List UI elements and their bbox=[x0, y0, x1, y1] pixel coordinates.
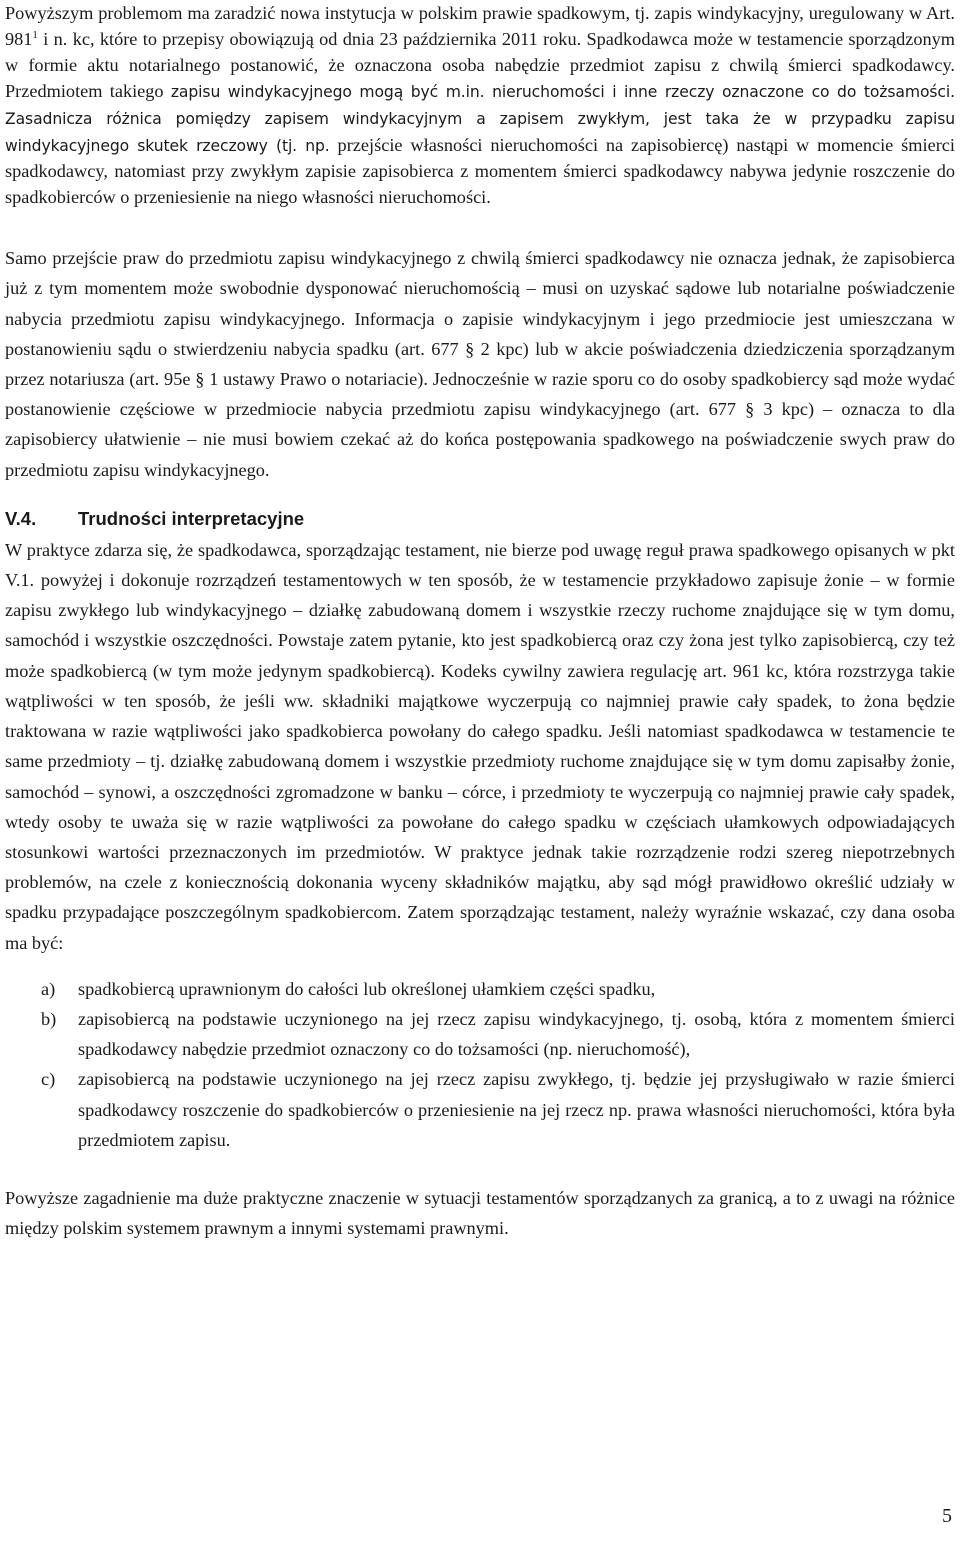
list-item-text: spadkobiercą uprawnionym do całości lub określonej ułamkiem części spadku, bbox=[78, 978, 656, 999]
list-item bbox=[5, 1004, 955, 1064]
intro-text-b: i n. kc, które to przepisy obowiązują od dnia 23 października 2011 roku. Spadkodawca może w testamencie sporządzonym w formie aktu notarialnego postanowić, że oznaczona osoba nabędzie przedmiot zapisu z chwilą śmierci spadkodawcy. Przedmiotem takiego bbox=[5, 28, 955, 101]
footnote-superscript: 1 bbox=[32, 28, 38, 41]
page-number: 5 bbox=[942, 1505, 952, 1527]
list-item-text: zapisobiercą na podstawie uczynionego na jej rzecz zapisu windykacyjnego, tj. osobą, która z momentem śmierci spadkodawcy nabędzie przedmiot oznaczony co do tożsamości (np. nieruchomość), bbox=[78, 1008, 955, 1060]
paragraph-trudnosci: W praktyce zdarza się, że spadkodawca, sporządzając testament, nie bierze pod uwagę reguł prawa spadkowego opisanych w pkt V.1. powyżej i dokonuje rozrządzeń testamentowych w ten sposób, że w testamencie przykładowo zapisuje żonie – w formie zapisu zwykłego lub windykacyjnego – działkę zabudowaną domem i wszystkie rzeczy ruchome znajdujące się w tym domu, samochód i wszystkie oszczędności. Powstaje zatem pytanie, kto jest spadkobiercą oraz czy żona jest tylko zapisobiercą, czy też może spadkobiercą (w tym może jedynym spadkobiercą). Kodeks cywilny zawiera regulację art. 961 kc, która rozstrzyga takie wątpliwości w ten sposób, że jeśli ww. składniki majątkowe wyczerpują co najmniej prawie cały spadek, to żona będzie traktowana w razie wątpliwości jako spadkobierca powołany do całego spadku. Jeśli natomiast spadkodawca w testamencie te same przedmioty – tj. działkę zabudowaną domem i wszystkie przedmioty ruchome znajdujące się w tym domu zapisałby żonie, samochód – synowi, a oszczędności zgromadzone w banku – córce, i przedmioty te wyczerpują co najmniej prawie cały spadek, wtedy osoby te uważa się w razie wątpliwości za powołane do całego spadku w częściach ułamkowych odpowiadających stosunkowi wartości przeznaczonych im przedmiotów. W praktyce jednak takie rozrządzenie rodzi szereg niepotrzebnych problemów, na czele z koniecznością dokonania wyceny składników majątku, aby sąd mógł prawidłowo określić udziały w spadku przypadające poszczególnym spadkobiercom. Zatem sporządzając testament, należy wyraźnie wskazać, czy dana osoba ma być: bbox=[5, 539, 955, 953]
list-marker: c) bbox=[41, 1069, 56, 1090]
document-page bbox=[5, 0, 955, 1243]
list-marker: a) bbox=[41, 978, 56, 999]
section-title: Trudności interpretacyjne bbox=[78, 507, 305, 529]
intro-text-c: zapisu windykacyjnego mogą być m.in. nieruchomości i inne rzeczy oznaczone co do tożsamości. Zasadnicza różnica pomiędzy zapisem windykacyjnym a zapisem zwykłym, jest taka że w przypadku zapisu windykacyjnego skutek rzeczowy (tj. np. bbox=[5, 82, 955, 155]
section-number: V.4. bbox=[5, 507, 37, 529]
list-item bbox=[5, 1064, 955, 1155]
intro-text-d: przejście własności nieruchomości na zapisobiercę) nastąpi w momencie śmierci spadkodawcy, natomiast przy zwykłym zapisie zapisobierca z momentem śmierci spadkodawcy nabywa jedynie roszczenie do spadkobierców o przeniesienie na niego własności nieruchomości. bbox=[5, 134, 955, 208]
list-item-text: zapisobiercą na podstawie uczynionego na jej rzecz zapisu zwykłego, tj. będzie jej przysługiwało w razie śmierci spadkodawcy roszczenie do spadkobierców o przeniesienie na jej rzecz np. prawa własności nieruchomości, która była przedmiotem zapisu. bbox=[78, 1069, 955, 1150]
paragraph-zapis-nabycie: Samo przejście praw do przedmiotu zapisu windykacyjnego z chwilą śmierci spadkodawcy nie oznacza jednak, że zapisobierca już z tym momentem może swobodnie dysponować nieruchomością – musi on uzyskać sądowe lub notarialne poświadczenie nabycia przedmiotu zapisu windykacyjnego. Informacja o zapisie windykacyjnym i jego przedmiocie jest umieszczana w postanowieniu sądu o stwierdzeniu nabycia spadku (art. 677 § 2 kpc) lub w akcie poświadczenia dziedziczenia sporządzanym przez notariusza (art. 95e § 1 ustawy Prawo o notariacie). Jednocześnie w razie sporu co do osoby spadkobiercy sąd może wydać postanowienie częściowe w przedmiocie nabycia przedmiotu zapisu windykacyjnego (art. 677 § 3 kpc) – oznacza to dla zapisobiercy ułatwienie – nie musi bowiem czekać aż do końca postępowania spadkowego na poświadczenie swych praw do przedmiotu zapisu windykacyjnego. bbox=[5, 248, 955, 480]
paragraph-zagadnienie: Powyższe zagadnienie ma duże praktyczne znaczenie w sytuacji testamentów sporządzanych za granicą, a to z uwagi na różnice między polskim systemem prawnym a innymi systemami prawnymi. bbox=[5, 1187, 955, 1239]
list-marker: b) bbox=[41, 1008, 57, 1029]
list-item bbox=[5, 974, 955, 1004]
intro-text-a: Powyższym problemom ma zaradzić nowa instytucja w polskim prawie spadkowym, tj. zapis windykacyjny, uregulowany w Art. 981 bbox=[5, 3, 955, 49]
intro-paragraph bbox=[5, 1, 955, 211]
options-list bbox=[5, 974, 955, 1155]
section-heading bbox=[5, 508, 955, 530]
